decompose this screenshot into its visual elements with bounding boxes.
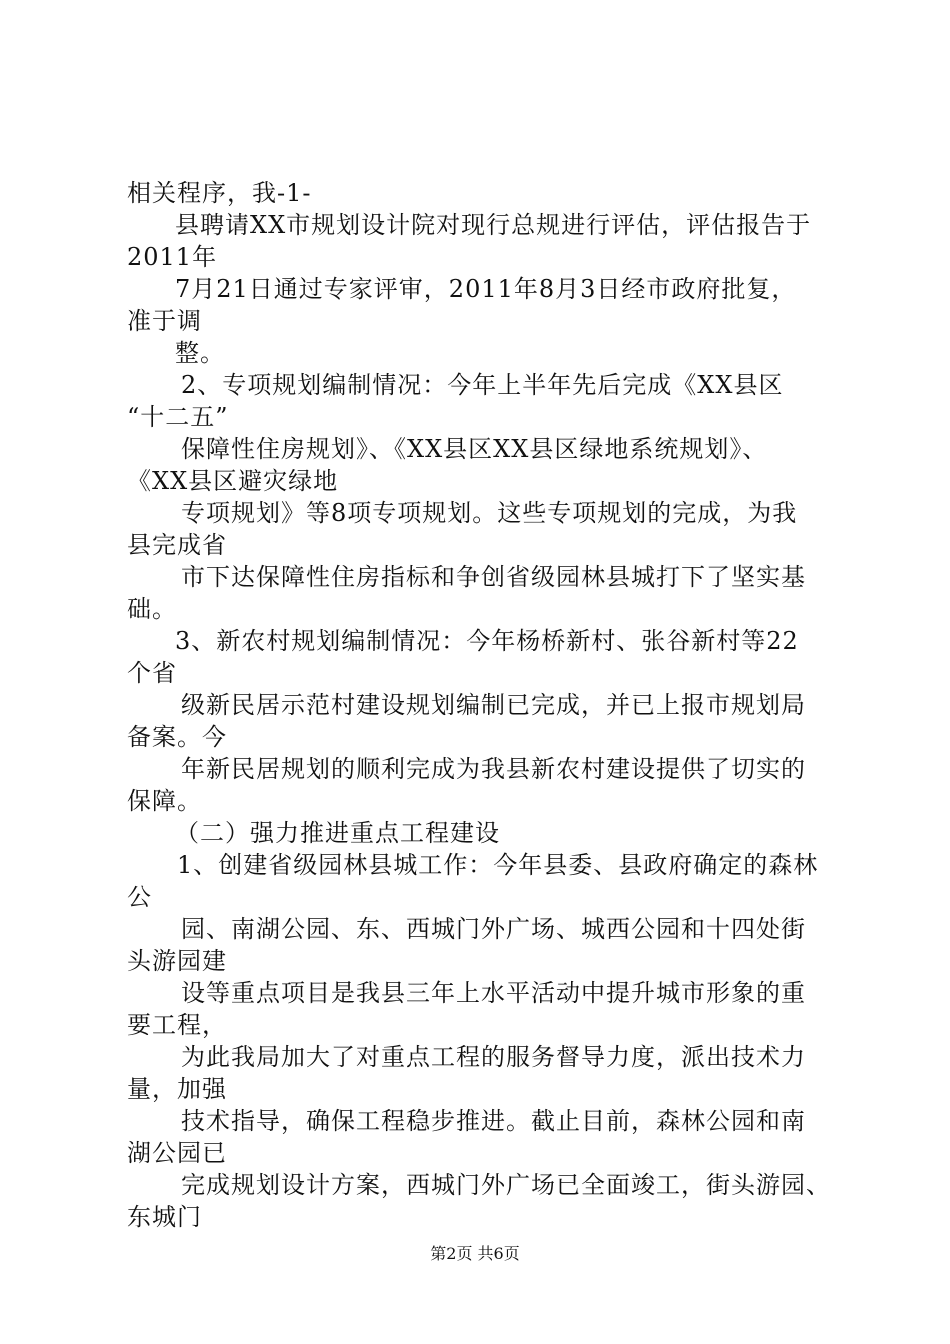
text-line-20: 保障。 [127,787,202,815]
text-line-13: 市下达保障性住房指标和争创省级园林县城打下了坚实基 [181,563,806,591]
page-footer: 第2页 共6页 [430,1244,520,1263]
text-line-14: 础。 [127,595,177,623]
text-line-24: 园、南湖公园、东、西城门外广场、城西公园和十四处街 [181,915,806,943]
text-line-1: 相关程序，我-1- [127,179,312,207]
text-line-15: 3、新农村规划编制情况：今年杨桥新村、张谷新村等22 [175,627,799,655]
text-line-12: 县完成省 [127,531,227,559]
text-line-4: 7月21日通过专家评审，2011年8月3日经市政府批复， [175,275,797,303]
text-line-23: 公 [127,883,152,911]
text-line-27: 要工程， [127,1011,227,1039]
text-line-32: 完成规划设计方案，西城门外广场已全面竣工，街头游园、 [181,1171,831,1199]
text-line-25: 头游园建 [127,947,227,975]
text-line-17: 级新民居示范村建设规划编制已完成，并已上报市规划局 [181,691,806,719]
text-line-2: 县聘请XX市规划设计院对现行总规进行评估，评估报告于 [175,211,812,239]
text-line-26: 设等重点项目是我县三年上水平活动中提升城市形象的重 [181,979,806,1007]
text-line-10: 《XX县区避灾绿地 [127,467,339,495]
text-line-31: 湖公园已 [127,1139,227,1167]
text-line-18: 备案。今 [127,723,227,751]
text-line-9: 保障性住房规划》、《XX县区XX县区绿地系统规划》、 [181,435,768,463]
text-line-30: 技术指导，确保工程稳步推进。截止目前，森林公园和南 [181,1107,806,1135]
section-heading: （二）强力推进重点工程建设 [175,819,500,847]
text-line-3: 2011年 [127,243,218,271]
text-line-11: 专项规划》等8项专项规划。这些专项规划的完成，为我 [181,499,798,527]
text-line-29: 量，加强 [127,1075,227,1103]
text-line-5: 准于调 [127,307,202,335]
text-line-6: 整。 [175,339,225,367]
text-line-19: 年新民居规划的顺利完成为我县新农村建设提供了切实的 [181,755,806,783]
text-line-8: “十二五” [127,403,229,431]
text-line-22: 1、创建省级园林县城工作：今年县委、县政府确定的森林 [177,851,819,879]
text-line-7: 2、专项规划编制情况：今年上半年先后完成《XX县区 [181,371,784,399]
text-line-33: 东城门 [127,1203,202,1231]
text-line-16: 个省 [127,659,177,687]
text-line-28: 为此我局加大了对重点工程的服务督导力度，派出技术力 [181,1043,806,1071]
